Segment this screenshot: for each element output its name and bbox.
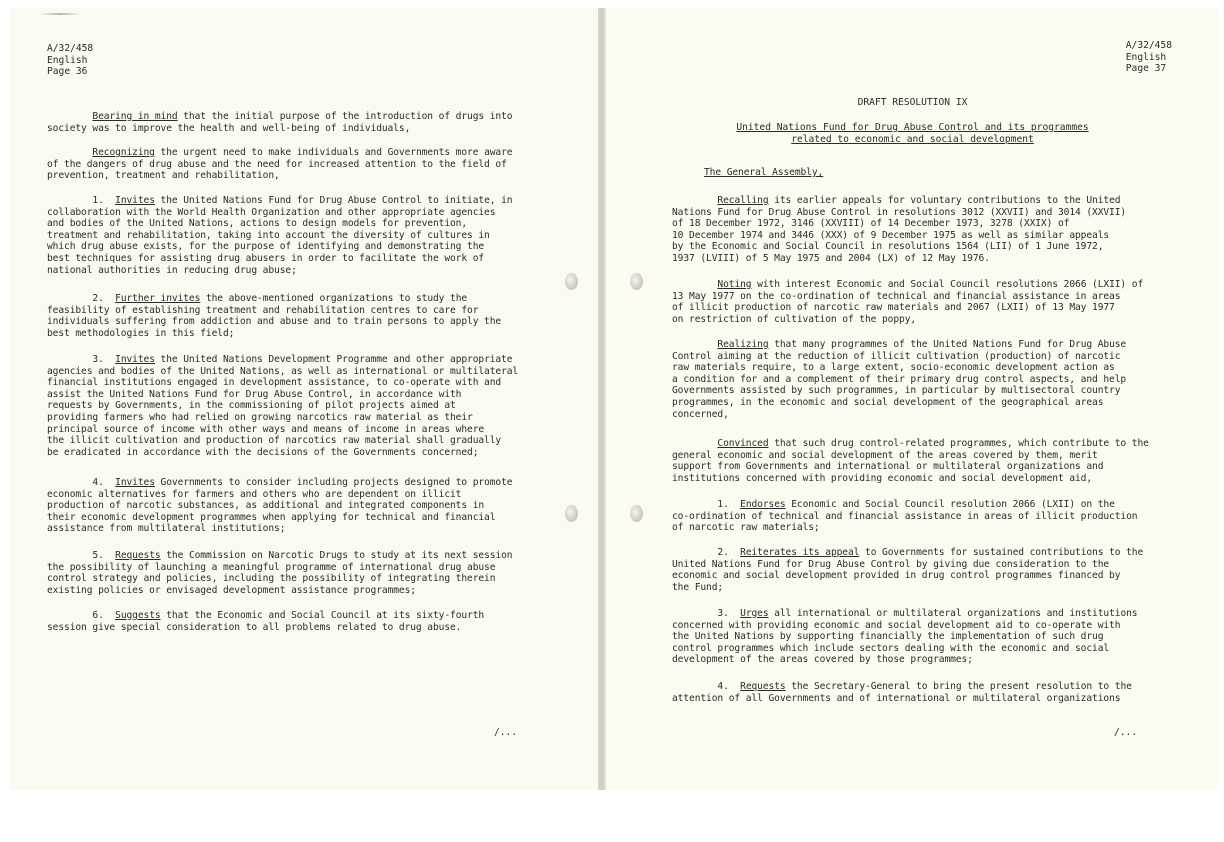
page-number: Page 37: [1125, 63, 1167, 74]
preamble-paragraph: [672, 339, 1126, 420]
left-page-header: [47, 43, 93, 78]
assembly-heading: The General Assembly,: [704, 167, 824, 178]
scan-speck: [40, 13, 80, 15]
paragraph-lead: Requests: [115, 550, 161, 561]
right-page: [606, 8, 1219, 790]
punch-hole: [630, 505, 643, 522]
paragraph-text: that many programmes of the United Nations Fund for Drug Abuse Control aiming at the reduction of illicit cultivation (production) of narcotic raw materials require, to a large extent, socio-economic development action as a condition for and a complement of their primary drug control aspects, and help Governments assisted by such programmes, in particular by multisectoral country programmes, in the economic and social development of the geographical areas concerned,: [672, 339, 1127, 420]
operative-paragraph: [47, 195, 512, 276]
paragraph-text: its earlier appeals for voluntary contributions to the United Nations Fund for Drug Abuse Control in resolutions 3012 (XXVII) and 3014 (XXVII) of 18 December 1972, 3146 (XXVIII) of 14 December 1973, 3278 (XXIX) of 10 December 1974 and 3446 (XXX) of 9 December 1975 as well as similar appeals by the Economic and Social Council in resolutions 1564 (LII) of 1 June 1972, 1937 (LVIII) of 5 May 1975 and 2004 (LX) of 12 May 1976.: [672, 195, 1127, 264]
paragraph-lead: Realizing: [717, 339, 769, 350]
preamble-paragraph: [672, 195, 1126, 265]
paragraph-text: Economic and Social Council resolution 2066 (LXII) on the co-ordination of technical and financial assistance in areas of illicit production of narcotic raw materials;: [672, 499, 1138, 534]
preamble-paragraph: [672, 279, 1143, 325]
document-language: English: [1125, 51, 1167, 63]
draft-resolution-title: DRAFT RESOLUTION IX: [857, 97, 968, 108]
paragraph-text: the United Nations Development Programme and other appropriate agencies and bodies of the United Nations, as well as international or multilateral financial institutions engaged in development assistance, to co-operate with and assist the United Nations Fund for Drug Abuse Control, in accordance with requests by Governments, in the commissioning of pilot projects aimed at providing farmers who had relied on growing narcotics raw material as their principal source of income with other ways and means of income in areas where the illicit cultivation and production of narcotics raw material shall gradually be eradicated in accordance with the decisions of the Governments concerned;: [47, 354, 519, 458]
paragraph-lead: Invites: [115, 195, 155, 206]
right-page-header: [1126, 40, 1172, 75]
paragraph-lead: Urges: [740, 608, 769, 619]
paragraph-text: that the initial purpose of the introduction of drugs into society was to improve the health and well-being of individuals,: [47, 111, 513, 134]
paragraph-text: the Commission on Narcotic Drugs to study at its next session the possibility of launching a meaningful programme of international drug abuse control strategy and policies, including the possibility of integrating therein existing policies or envisaged development assistance programmes;: [47, 550, 513, 596]
document-symbol: A/32/458: [47, 43, 94, 54]
paragraph-lead: Invites: [115, 354, 155, 365]
document-language: English: [47, 54, 88, 66]
paragraph-text: the urgent need to make individuals and Governments more aware of the dangers of drug abuse and the need for increased attention to the field of prevention, treatment and rehabilitation,: [47, 147, 513, 182]
paragraph-lead: Recalling: [717, 195, 769, 206]
paragraph-text: to Governments for sustained contributions to the United Nations Fund for Drug Abuse Control by giving due consideration to the economic and social development provided in drug control programmes financed by the Fund;: [672, 547, 1144, 593]
punch-hole: [565, 273, 578, 290]
paragraph-lead: Invites: [115, 477, 155, 488]
paragraph-lead: Convinced: [717, 438, 769, 449]
paragraph-lead: Suggests: [115, 610, 161, 621]
page-number: Page 36: [47, 66, 88, 77]
paragraph-text: Governments to consider including projects designed to promote economic alternatives for farmers and others who are dependent on illicit production of narcotic substances, as additional and integrated components in their economic development programmes when applying for technical and financial assistance from multilateral institutions;: [47, 477, 513, 535]
paragraph-number: 3.: [92, 354, 104, 365]
paragraph-lead: Further invites: [115, 293, 201, 304]
operative-paragraph: [672, 547, 1143, 593]
operative-paragraph: [47, 550, 512, 596]
document-symbol: A/32/458: [1125, 40, 1172, 51]
continuation-marker: /...: [1114, 727, 1138, 738]
paragraph-text: all international or multilateral organizations and institutions concerned with providing economic and social development aid to co-operate with the United Nations by supporting financially the implementation of such drug control programmes which include sectors dealing with the economic and social development of the areas covered by those programmes;: [672, 608, 1138, 666]
preamble-paragraph: [672, 438, 1149, 484]
page-gutter: [598, 8, 606, 790]
paragraph-lead: Requests: [740, 681, 786, 692]
paragraph-lead: Bearing in mind: [92, 111, 178, 122]
operative-paragraph: [672, 499, 1137, 534]
paragraph-number: 1.: [92, 195, 104, 206]
paragraph-text: with interest Economic and Social Council resolutions 2066 (LXII) of 13 May 1977 on the co-ordination of technical and financial assistance in areas of illicit production of narcotic raw materials and 2067 (LXII) of 13 May 1977 on restriction of cultivation of the poppy,: [672, 279, 1144, 325]
paragraph-lead: Endorses: [740, 499, 786, 510]
paragraph-text: the above-mentioned organizations to study the feasibility of establishing treatment and rehabilitation centres to care for individuals suffering from addiction and abuse and to train persons to apply the best methodologies in this field;: [47, 293, 502, 339]
operative-paragraph: [47, 354, 518, 458]
paragraph-text: the Secretary-General to bring the present resolution to the attention of all Governments and of international or multilateral organizations: [672, 681, 1132, 704]
operative-paragraph: [47, 477, 512, 535]
paragraph-lead: Reiterates its appeal: [740, 547, 860, 558]
operative-paragraph: [47, 610, 484, 633]
paragraph-number: 2.: [92, 293, 104, 304]
paragraph-number: 6.: [92, 610, 104, 621]
paragraph-text: that such drug control-related programmes, which contribute to the general economic and social development of the areas covered by them, merit support from Governments and international or multilateral organizations and institutions concerned with providing economic and social development aid,: [672, 438, 1149, 484]
left-page: [10, 8, 598, 790]
paragraph-number: 4.: [92, 477, 104, 488]
paragraph-text: that the Economic and Social Council at its sixty-fourth session give special consideration to all problems related to drug abuse.: [47, 610, 485, 633]
document-spread: [10, 8, 1219, 790]
paragraph-number: 3.: [717, 608, 729, 619]
resolution-subject: United Nations Fund for Drug Abuse Control and its programmes related to economic and social development: [736, 122, 1089, 145]
paragraph-number: 4.: [717, 681, 729, 692]
paragraph-lead: Noting: [717, 279, 752, 290]
paragraph-lead: Recognizing: [92, 147, 155, 158]
punch-hole: [630, 273, 643, 290]
operative-paragraph: [47, 293, 501, 339]
operative-paragraph: [672, 608, 1137, 666]
punch-hole: [565, 505, 578, 522]
paragraph-text: the United Nations Fund for Drug Abuse Control to initiate, in collaboration with the World Health Organization and other appropriate agencies and bodies of the United Nations, actions to design models for prevention, treatment and rehabilitation, taking into account the diversity of cultures in which drug abuse exists, for the purpose of identifying and demonstrating the best techniques for assisting drug abusers in order to facilitate the work of national authorities in reducing drug abuse;: [47, 195, 513, 276]
continuation-marker: /...: [494, 727, 518, 738]
preamble-paragraph: [47, 111, 512, 134]
paragraph-number: 2.: [717, 547, 729, 558]
paragraph-number: 1.: [717, 499, 729, 510]
operative-paragraph: [672, 681, 1132, 704]
paragraph-number: 5.: [92, 550, 104, 561]
preamble-paragraph: [47, 147, 512, 182]
